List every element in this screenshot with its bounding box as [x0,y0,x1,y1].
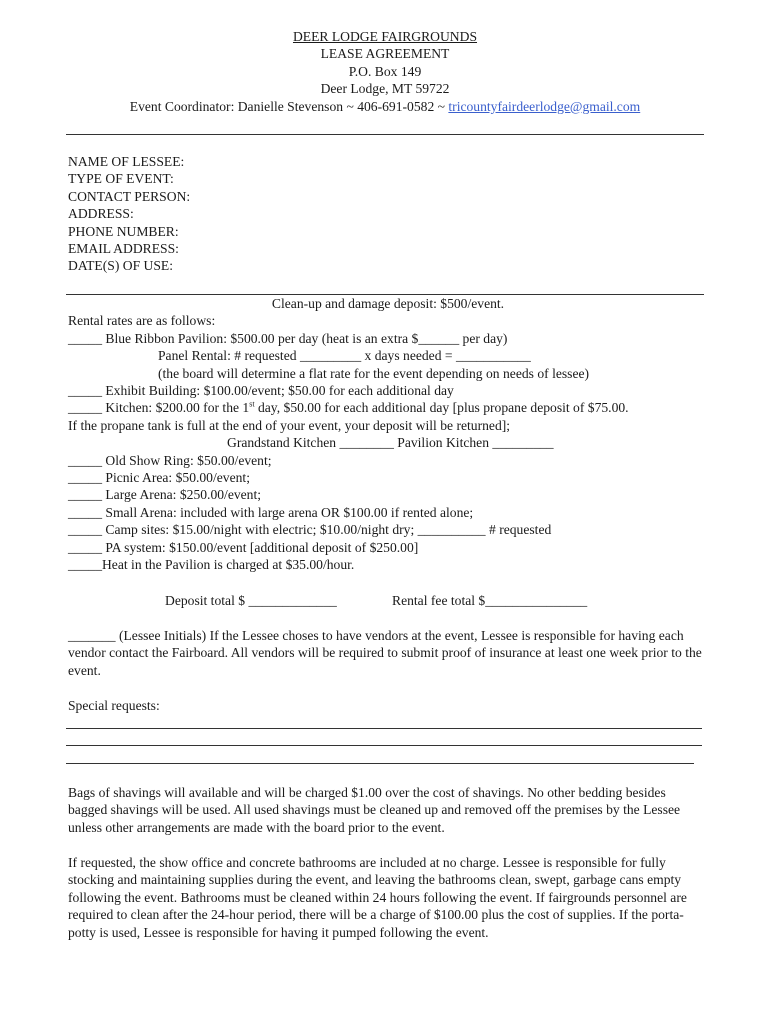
rental-fee-total: Rental fee total $_______________ [392,593,588,608]
rates-intro: Rental rates are as follows: [68,313,216,329]
propane-note: If the propane tank is full at the end of your event, your deposit will be returned]; [68,417,511,433]
field-type-of-event: TYPE OF EVENT: [68,171,174,187]
kitchen-text-a: _____ Kitchen: $200.00 for the 1 [68,400,250,416]
rate-old-show-ring: _____ Old Show Ring: $50.00/event; [68,452,272,468]
document-header [0,28,770,115]
po-box: P.O. Box 149 [348,63,422,79]
rate-pavilion: _____ Blue Ribbon Pavilion: $500.00 per day (heat is an extra $______ per day) [68,330,508,346]
coordinator-email-link[interactable]: tricountyfairdeerlodge@gmail.com [448,98,641,114]
deposit-total: Deposit total $ _____________ [165,593,337,608]
kitchen-options: Grandstand Kitchen ________ Pavilion Kitchen _________ [227,435,554,451]
special-requests-line-3[interactable] [66,763,694,764]
field-contact-person: CONTACT PERSON: [68,188,191,204]
deposit-line: Clean-up and damage deposit: $500/event. [271,296,505,311]
show-office-paragraph: If requested, the show office and concrete bathrooms are included at no charge. Lessee is responsible for fully stocking and maintaining supplies during the event, and leaving the bathrooms clean, swept, garbage cans empty following the event. Bathrooms must be cleaned within 24 hours following the event. If fairgrounds personnel are required to clean after the 24-hour period, there will be a charge of $100.00 plus the cost of supplies. If the porta-potty is used, Lessee is responsible for having it pumped following the event. [68,855,687,940]
rate-panel-rental: Panel Rental: # requested _________ x days needed = ___________ [158,348,531,364]
special-requests-line-2[interactable] [66,745,702,746]
header-divider [66,134,704,135]
rate-large-arena: _____ Large Arena: $250.00/event; [68,487,262,503]
kitchen-text-b: day, $50.00 for each additional day [plus propane deposit of $75.00. [254,400,629,416]
rate-camp-sites: _____ Camp sites: $15.00/night with electric; $10.00/night dry; __________ # requested [68,522,552,538]
document-subtitle: LEASE AGREEMENT [320,46,450,62]
field-phone-number: PHONE NUMBER: [68,223,179,239]
coordinator-text: Event Coordinator: Danielle Stevenson ~ 406-691-0582 ~ [129,98,449,114]
document-title: DEER LODGE FAIRGROUNDS [292,29,478,44]
special-requests-label: Special requests: [68,698,160,713]
rate-kitchen [68,399,708,416]
city-address: Deer Lodge, MT 59722 [320,81,450,97]
field-address: ADDRESS: [68,206,134,222]
field-email-address: EMAIL ADDRESS: [68,241,179,257]
totals-row [68,592,708,609]
special-requests-line-1[interactable] [66,728,702,729]
rate-board-note: (the board will determine a flat rate for the event depending on needs of lessee) [158,365,590,381]
field-name-of-lessee: NAME OF LESSEE: [68,154,185,169]
totals-line [68,592,708,609]
rate-small-arena: _____ Small Arena: included with large arena OR $100.00 if rented alone; [68,504,474,520]
field-dates-of-use: DATE(S) OF USE: [68,258,173,274]
rate-heat: _____Heat in the Pavilion is charged at $35.00/hour. [68,557,355,573]
lessee-fields [68,153,708,275]
rate-picnic-area: _____ Picnic Area: $50.00/event; [68,470,250,486]
rate-exhibit: _____ Exhibit Building: $100.00/event; $50.00 for each additional day [68,383,454,399]
vendor-initials-paragraph: _______ (Lessee Initials) If the Lessee choses to have vendors at the event, Lessee is responsible for having each vendor contact the Fairboard. All vendors will be required to submit proof of insurance at least one week prior to the event. [68,628,702,678]
rate-pa-system: _____ PA system: $150.00/event [additional deposit of $250.00] [68,539,419,555]
shavings-paragraph: Bags of shavings will available and will be charged $1.00 over the cost of shavings. No other bedding besides bagged shavings will be used. All used shavings must be cleaned up and removed off the premises by the Lessee unless other arrangements are made with the board prior to the event. [68,785,681,835]
kitchen-superscript: st [249,399,255,409]
rental-rates [68,295,708,574]
coordinator-line [0,98,770,115]
